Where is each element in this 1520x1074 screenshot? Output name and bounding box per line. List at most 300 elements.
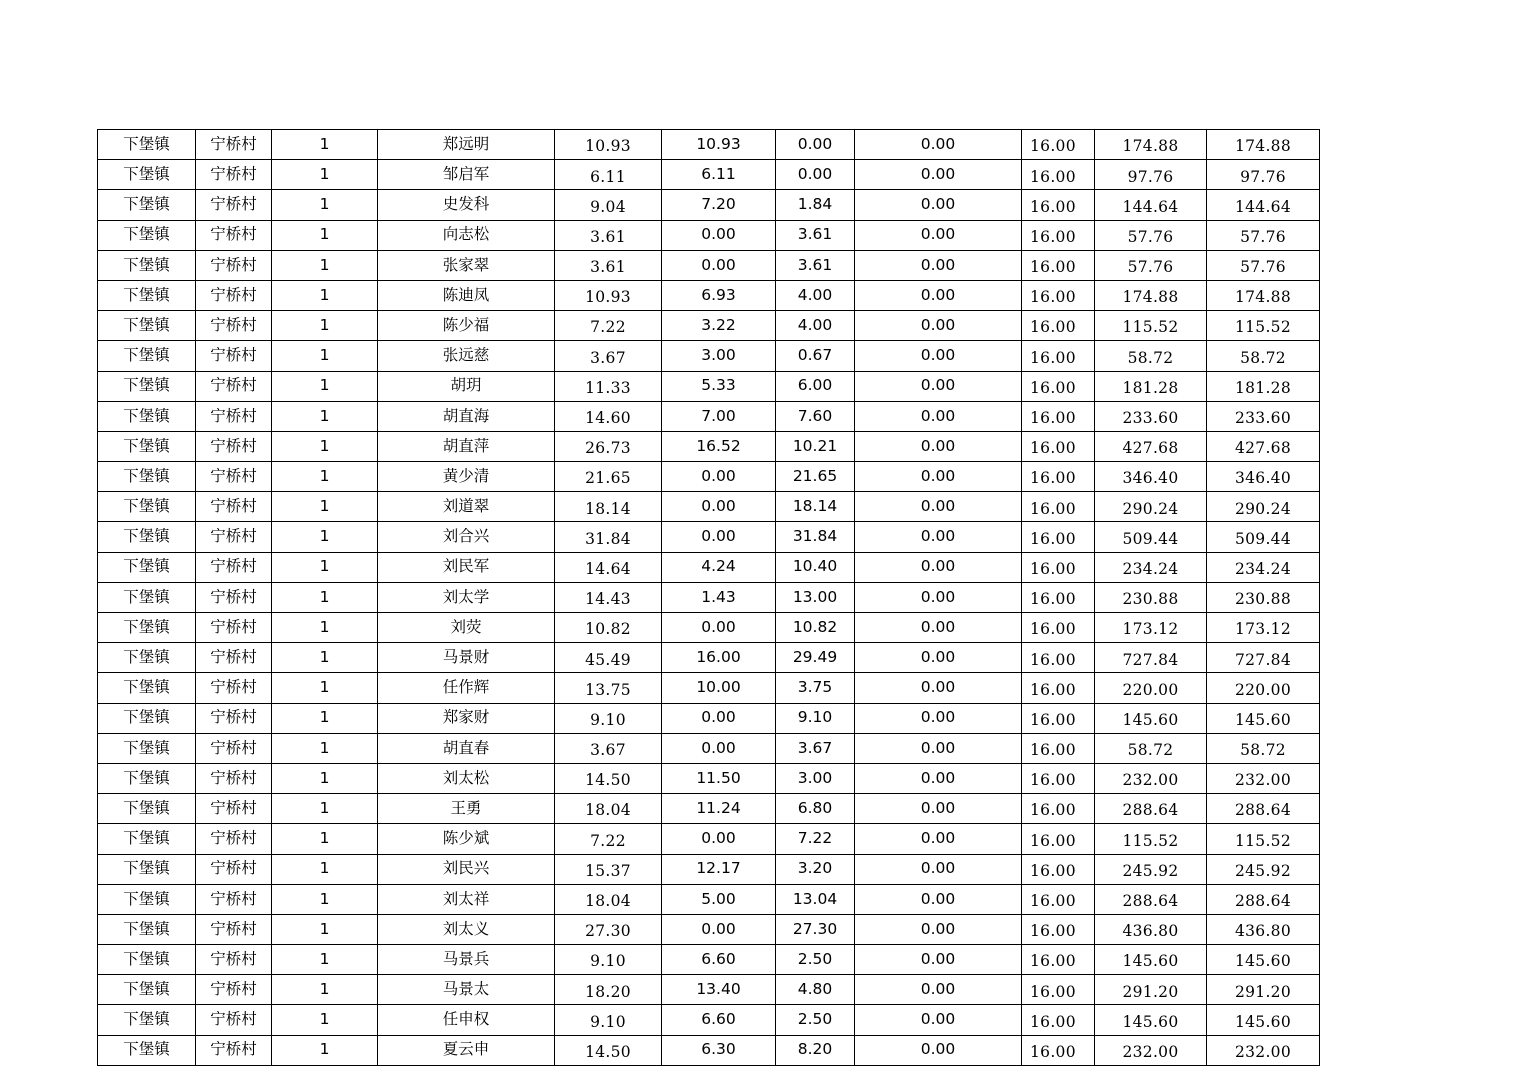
area-c-cell: 0.00 bbox=[855, 311, 1022, 341]
total-area-cell: 7.22 bbox=[555, 311, 662, 341]
subsidy-cell: 57.76 bbox=[1207, 220, 1320, 250]
subsidy-cell: 144.64 bbox=[1207, 190, 1320, 220]
area-a-cell: 4.24 bbox=[662, 552, 776, 582]
table-row bbox=[98, 975, 1320, 1005]
table-row bbox=[98, 401, 1320, 431]
town-cell: 下堡镇 bbox=[98, 250, 196, 280]
area-b-cell: 10.82 bbox=[776, 613, 855, 643]
name-cell: 胡直萍 bbox=[378, 431, 555, 461]
subsidy-cell: 220.00 bbox=[1207, 673, 1320, 703]
subsidy-cell: 291.20 bbox=[1207, 975, 1320, 1005]
area-a-cell: 11.24 bbox=[662, 794, 776, 824]
area-c-cell: 0.00 bbox=[855, 220, 1022, 250]
count-cell: 1 bbox=[272, 643, 378, 673]
amount-cell: 57.76 bbox=[1095, 250, 1207, 280]
count-cell: 1 bbox=[272, 854, 378, 884]
village-cell: 宁桥村 bbox=[196, 1035, 272, 1065]
total-area-cell: 18.04 bbox=[555, 884, 662, 914]
name-cell: 郑家财 bbox=[378, 703, 555, 733]
area-b-cell: 8.20 bbox=[776, 1035, 855, 1065]
rate-cell: 16.00 bbox=[1022, 945, 1095, 975]
town-cell: 下堡镇 bbox=[98, 552, 196, 582]
table-row bbox=[98, 914, 1320, 944]
subsidy-cell: 97.76 bbox=[1207, 160, 1320, 190]
area-c-cell: 0.00 bbox=[855, 462, 1022, 492]
area-c-cell: 0.00 bbox=[855, 613, 1022, 643]
count-cell: 1 bbox=[272, 190, 378, 220]
town-cell: 下堡镇 bbox=[98, 220, 196, 250]
area-b-cell: 6.80 bbox=[776, 794, 855, 824]
subsidy-cell: 145.60 bbox=[1207, 945, 1320, 975]
area-a-cell: 12.17 bbox=[662, 854, 776, 884]
town-cell: 下堡镇 bbox=[98, 311, 196, 341]
area-a-cell: 0.00 bbox=[662, 733, 776, 763]
name-cell: 刘太松 bbox=[378, 763, 555, 793]
area-c-cell: 0.00 bbox=[855, 492, 1022, 522]
area-b-cell: 0.00 bbox=[776, 160, 855, 190]
area-b-cell: 3.67 bbox=[776, 733, 855, 763]
rate-cell: 16.00 bbox=[1022, 311, 1095, 341]
area-a-cell: 1.43 bbox=[662, 582, 776, 612]
amount-cell: 232.00 bbox=[1095, 763, 1207, 793]
area-c-cell: 0.00 bbox=[855, 733, 1022, 763]
total-area-cell: 6.11 bbox=[555, 160, 662, 190]
table-row bbox=[98, 220, 1320, 250]
area-b-cell: 3.61 bbox=[776, 220, 855, 250]
village-cell: 宁桥村 bbox=[196, 673, 272, 703]
count-cell: 1 bbox=[272, 160, 378, 190]
amount-cell: 291.20 bbox=[1095, 975, 1207, 1005]
area-c-cell: 0.00 bbox=[855, 643, 1022, 673]
table-row bbox=[98, 280, 1320, 310]
table-body bbox=[98, 130, 1320, 1066]
area-b-cell: 4.80 bbox=[776, 975, 855, 1005]
subsidy-cell: 234.24 bbox=[1207, 552, 1320, 582]
count-cell: 1 bbox=[272, 522, 378, 552]
area-a-cell: 3.00 bbox=[662, 341, 776, 371]
area-b-cell: 3.61 bbox=[776, 250, 855, 280]
amount-cell: 727.84 bbox=[1095, 643, 1207, 673]
subsidy-cell: 57.76 bbox=[1207, 250, 1320, 280]
name-cell: 向志松 bbox=[378, 220, 555, 250]
subsidy-cell: 115.52 bbox=[1207, 311, 1320, 341]
subsidy-table bbox=[97, 129, 1320, 1066]
subsidy-cell: 427.68 bbox=[1207, 431, 1320, 461]
total-area-cell: 10.82 bbox=[555, 613, 662, 643]
amount-cell: 174.88 bbox=[1095, 130, 1207, 160]
name-cell: 马景太 bbox=[378, 975, 555, 1005]
name-cell: 王勇 bbox=[378, 794, 555, 824]
subsidy-cell: 245.92 bbox=[1207, 854, 1320, 884]
count-cell: 1 bbox=[272, 613, 378, 643]
name-cell: 陈少福 bbox=[378, 311, 555, 341]
area-b-cell: 3.00 bbox=[776, 763, 855, 793]
table-row bbox=[98, 130, 1320, 160]
rate-cell: 16.00 bbox=[1022, 250, 1095, 280]
subsidy-cell: 346.40 bbox=[1207, 462, 1320, 492]
total-area-cell: 21.65 bbox=[555, 462, 662, 492]
village-cell: 宁桥村 bbox=[196, 884, 272, 914]
amount-cell: 173.12 bbox=[1095, 613, 1207, 643]
area-a-cell: 6.11 bbox=[662, 160, 776, 190]
amount-cell: 509.44 bbox=[1095, 522, 1207, 552]
area-a-cell: 3.22 bbox=[662, 311, 776, 341]
rate-cell: 16.00 bbox=[1022, 522, 1095, 552]
count-cell: 1 bbox=[272, 914, 378, 944]
area-c-cell: 0.00 bbox=[855, 975, 1022, 1005]
town-cell: 下堡镇 bbox=[98, 945, 196, 975]
count-cell: 1 bbox=[272, 975, 378, 1005]
table-row bbox=[98, 492, 1320, 522]
village-cell: 宁桥村 bbox=[196, 160, 272, 190]
name-cell: 张远慈 bbox=[378, 341, 555, 371]
total-area-cell: 3.61 bbox=[555, 250, 662, 280]
rate-cell: 16.00 bbox=[1022, 613, 1095, 643]
count-cell: 1 bbox=[272, 884, 378, 914]
town-cell: 下堡镇 bbox=[98, 431, 196, 461]
village-cell: 宁桥村 bbox=[196, 763, 272, 793]
area-a-cell: 5.00 bbox=[662, 884, 776, 914]
amount-cell: 144.64 bbox=[1095, 190, 1207, 220]
count-cell: 1 bbox=[272, 341, 378, 371]
area-b-cell: 6.00 bbox=[776, 371, 855, 401]
town-cell: 下堡镇 bbox=[98, 1005, 196, 1035]
subsidy-cell: 233.60 bbox=[1207, 401, 1320, 431]
amount-cell: 145.60 bbox=[1095, 945, 1207, 975]
table-row bbox=[98, 794, 1320, 824]
name-cell: 任作辉 bbox=[378, 673, 555, 703]
area-a-cell: 0.00 bbox=[662, 220, 776, 250]
total-area-cell: 14.50 bbox=[555, 1035, 662, 1065]
area-a-cell: 10.93 bbox=[662, 130, 776, 160]
total-area-cell: 14.60 bbox=[555, 401, 662, 431]
area-c-cell: 0.00 bbox=[855, 945, 1022, 975]
village-cell: 宁桥村 bbox=[196, 643, 272, 673]
town-cell: 下堡镇 bbox=[98, 854, 196, 884]
count-cell: 1 bbox=[272, 220, 378, 250]
subsidy-cell: 174.88 bbox=[1207, 130, 1320, 160]
rate-cell: 16.00 bbox=[1022, 703, 1095, 733]
total-area-cell: 26.73 bbox=[555, 431, 662, 461]
count-cell: 1 bbox=[272, 311, 378, 341]
total-area-cell: 9.10 bbox=[555, 945, 662, 975]
amount-cell: 97.76 bbox=[1095, 160, 1207, 190]
area-b-cell: 1.84 bbox=[776, 190, 855, 220]
area-b-cell: 27.30 bbox=[776, 914, 855, 944]
area-c-cell: 0.00 bbox=[855, 824, 1022, 854]
village-cell: 宁桥村 bbox=[196, 401, 272, 431]
rate-cell: 16.00 bbox=[1022, 462, 1095, 492]
area-c-cell: 0.00 bbox=[855, 854, 1022, 884]
rate-cell: 16.00 bbox=[1022, 1005, 1095, 1035]
name-cell: 刘太义 bbox=[378, 914, 555, 944]
area-b-cell: 7.22 bbox=[776, 824, 855, 854]
table-row bbox=[98, 763, 1320, 793]
rate-cell: 16.00 bbox=[1022, 130, 1095, 160]
table-row bbox=[98, 250, 1320, 280]
area-a-cell: 0.00 bbox=[662, 250, 776, 280]
name-cell: 马景兵 bbox=[378, 945, 555, 975]
area-a-cell: 0.00 bbox=[662, 492, 776, 522]
town-cell: 下堡镇 bbox=[98, 1035, 196, 1065]
village-cell: 宁桥村 bbox=[196, 552, 272, 582]
total-area-cell: 15.37 bbox=[555, 854, 662, 884]
name-cell: 胡玥 bbox=[378, 371, 555, 401]
table-row bbox=[98, 884, 1320, 914]
name-cell: 任申权 bbox=[378, 1005, 555, 1035]
area-a-cell: 0.00 bbox=[662, 522, 776, 552]
amount-cell: 436.80 bbox=[1095, 914, 1207, 944]
subsidy-cell: 230.88 bbox=[1207, 582, 1320, 612]
name-cell: 刘民军 bbox=[378, 552, 555, 582]
town-cell: 下堡镇 bbox=[98, 341, 196, 371]
subsidy-cell: 58.72 bbox=[1207, 733, 1320, 763]
rate-cell: 16.00 bbox=[1022, 1035, 1095, 1065]
name-cell: 郑远明 bbox=[378, 130, 555, 160]
rate-cell: 16.00 bbox=[1022, 733, 1095, 763]
count-cell: 1 bbox=[272, 250, 378, 280]
name-cell: 陈迪凤 bbox=[378, 280, 555, 310]
rate-cell: 16.00 bbox=[1022, 492, 1095, 522]
amount-cell: 245.92 bbox=[1095, 854, 1207, 884]
table-row bbox=[98, 824, 1320, 854]
village-cell: 宁桥村 bbox=[196, 462, 272, 492]
total-area-cell: 14.64 bbox=[555, 552, 662, 582]
name-cell: 史发科 bbox=[378, 190, 555, 220]
area-b-cell: 9.10 bbox=[776, 703, 855, 733]
subsidy-cell: 145.60 bbox=[1207, 1005, 1320, 1035]
subsidy-cell: 145.60 bbox=[1207, 703, 1320, 733]
area-b-cell: 13.04 bbox=[776, 884, 855, 914]
town-cell: 下堡镇 bbox=[98, 703, 196, 733]
area-a-cell: 6.93 bbox=[662, 280, 776, 310]
area-b-cell: 31.84 bbox=[776, 522, 855, 552]
name-cell: 刘民兴 bbox=[378, 854, 555, 884]
amount-cell: 290.24 bbox=[1095, 492, 1207, 522]
count-cell: 1 bbox=[272, 1005, 378, 1035]
amount-cell: 232.00 bbox=[1095, 1035, 1207, 1065]
area-b-cell: 0.00 bbox=[776, 130, 855, 160]
rate-cell: 16.00 bbox=[1022, 552, 1095, 582]
area-a-cell: 6.60 bbox=[662, 1005, 776, 1035]
town-cell: 下堡镇 bbox=[98, 914, 196, 944]
area-b-cell: 7.60 bbox=[776, 401, 855, 431]
amount-cell: 233.60 bbox=[1095, 401, 1207, 431]
count-cell: 1 bbox=[272, 824, 378, 854]
rate-cell: 16.00 bbox=[1022, 280, 1095, 310]
amount-cell: 174.88 bbox=[1095, 280, 1207, 310]
town-cell: 下堡镇 bbox=[98, 280, 196, 310]
rate-cell: 16.00 bbox=[1022, 854, 1095, 884]
total-area-cell: 3.67 bbox=[555, 341, 662, 371]
amount-cell: 115.52 bbox=[1095, 824, 1207, 854]
rate-cell: 16.00 bbox=[1022, 824, 1095, 854]
area-a-cell: 0.00 bbox=[662, 462, 776, 492]
table-row bbox=[98, 522, 1320, 552]
rate-cell: 16.00 bbox=[1022, 794, 1095, 824]
area-c-cell: 0.00 bbox=[855, 673, 1022, 703]
total-area-cell: 3.61 bbox=[555, 220, 662, 250]
name-cell: 黄少清 bbox=[378, 462, 555, 492]
area-c-cell: 0.00 bbox=[855, 794, 1022, 824]
village-cell: 宁桥村 bbox=[196, 311, 272, 341]
count-cell: 1 bbox=[272, 431, 378, 461]
village-cell: 宁桥村 bbox=[196, 220, 272, 250]
subsidy-cell: 288.64 bbox=[1207, 794, 1320, 824]
area-a-cell: 16.52 bbox=[662, 431, 776, 461]
amount-cell: 57.76 bbox=[1095, 220, 1207, 250]
table-row bbox=[98, 733, 1320, 763]
count-cell: 1 bbox=[272, 945, 378, 975]
village-cell: 宁桥村 bbox=[196, 613, 272, 643]
village-cell: 宁桥村 bbox=[196, 733, 272, 763]
village-cell: 宁桥村 bbox=[196, 341, 272, 371]
rate-cell: 16.00 bbox=[1022, 371, 1095, 401]
name-cell: 张家翠 bbox=[378, 250, 555, 280]
area-b-cell: 10.21 bbox=[776, 431, 855, 461]
table-row bbox=[98, 160, 1320, 190]
area-b-cell: 4.00 bbox=[776, 311, 855, 341]
area-b-cell: 18.14 bbox=[776, 492, 855, 522]
area-c-cell: 0.00 bbox=[855, 1035, 1022, 1065]
town-cell: 下堡镇 bbox=[98, 582, 196, 612]
total-area-cell: 9.10 bbox=[555, 703, 662, 733]
total-area-cell: 3.67 bbox=[555, 733, 662, 763]
amount-cell: 58.72 bbox=[1095, 341, 1207, 371]
total-area-cell: 11.33 bbox=[555, 371, 662, 401]
town-cell: 下堡镇 bbox=[98, 522, 196, 552]
subsidy-cell: 58.72 bbox=[1207, 341, 1320, 371]
total-area-cell: 7.22 bbox=[555, 824, 662, 854]
count-cell: 1 bbox=[272, 794, 378, 824]
rate-cell: 16.00 bbox=[1022, 401, 1095, 431]
total-area-cell: 9.10 bbox=[555, 1005, 662, 1035]
count-cell: 1 bbox=[272, 1035, 378, 1065]
amount-cell: 346.40 bbox=[1095, 462, 1207, 492]
area-b-cell: 2.50 bbox=[776, 1005, 855, 1035]
area-c-cell: 0.00 bbox=[855, 130, 1022, 160]
village-cell: 宁桥村 bbox=[196, 582, 272, 612]
amount-cell: 288.64 bbox=[1095, 794, 1207, 824]
amount-cell: 181.28 bbox=[1095, 371, 1207, 401]
rate-cell: 16.00 bbox=[1022, 673, 1095, 703]
subsidy-cell: 288.64 bbox=[1207, 884, 1320, 914]
subsidy-cell: 509.44 bbox=[1207, 522, 1320, 552]
village-cell: 宁桥村 bbox=[196, 975, 272, 1005]
village-cell: 宁桥村 bbox=[196, 914, 272, 944]
town-cell: 下堡镇 bbox=[98, 371, 196, 401]
area-b-cell: 3.75 bbox=[776, 673, 855, 703]
rate-cell: 16.00 bbox=[1022, 763, 1095, 793]
name-cell: 刘荧 bbox=[378, 613, 555, 643]
area-b-cell: 0.67 bbox=[776, 341, 855, 371]
area-a-cell: 7.00 bbox=[662, 401, 776, 431]
area-c-cell: 0.00 bbox=[855, 703, 1022, 733]
area-a-cell: 0.00 bbox=[662, 824, 776, 854]
area-a-cell: 6.30 bbox=[662, 1035, 776, 1065]
table-row bbox=[98, 1005, 1320, 1035]
area-c-cell: 0.00 bbox=[855, 431, 1022, 461]
count-cell: 1 bbox=[272, 673, 378, 703]
rate-cell: 16.00 bbox=[1022, 190, 1095, 220]
total-area-cell: 10.93 bbox=[555, 130, 662, 160]
name-cell: 刘合兴 bbox=[378, 522, 555, 552]
table-row bbox=[98, 945, 1320, 975]
amount-cell: 145.60 bbox=[1095, 1005, 1207, 1035]
area-b-cell: 4.00 bbox=[776, 280, 855, 310]
table-row bbox=[98, 341, 1320, 371]
area-c-cell: 0.00 bbox=[855, 914, 1022, 944]
area-a-cell: 16.00 bbox=[662, 643, 776, 673]
area-b-cell: 10.40 bbox=[776, 552, 855, 582]
village-cell: 宁桥村 bbox=[196, 190, 272, 220]
area-c-cell: 0.00 bbox=[855, 371, 1022, 401]
table-row bbox=[98, 1035, 1320, 1065]
total-area-cell: 14.43 bbox=[555, 582, 662, 612]
area-b-cell: 29.49 bbox=[776, 643, 855, 673]
area-c-cell: 0.00 bbox=[855, 552, 1022, 582]
rate-cell: 16.00 bbox=[1022, 341, 1095, 371]
table-row bbox=[98, 582, 1320, 612]
rate-cell: 16.00 bbox=[1022, 884, 1095, 914]
area-c-cell: 0.00 bbox=[855, 280, 1022, 310]
area-a-cell: 13.40 bbox=[662, 975, 776, 1005]
area-b-cell: 3.20 bbox=[776, 854, 855, 884]
table-row bbox=[98, 854, 1320, 884]
rate-cell: 16.00 bbox=[1022, 160, 1095, 190]
name-cell: 刘太祥 bbox=[378, 884, 555, 914]
town-cell: 下堡镇 bbox=[98, 462, 196, 492]
subsidy-cell: 181.28 bbox=[1207, 371, 1320, 401]
town-cell: 下堡镇 bbox=[98, 190, 196, 220]
area-c-cell: 0.00 bbox=[855, 401, 1022, 431]
town-cell: 下堡镇 bbox=[98, 884, 196, 914]
table-row bbox=[98, 703, 1320, 733]
town-cell: 下堡镇 bbox=[98, 733, 196, 763]
village-cell: 宁桥村 bbox=[196, 431, 272, 461]
rate-cell: 16.00 bbox=[1022, 431, 1095, 461]
total-area-cell: 45.49 bbox=[555, 643, 662, 673]
total-area-cell: 13.75 bbox=[555, 673, 662, 703]
count-cell: 1 bbox=[272, 371, 378, 401]
subsidy-cell: 727.84 bbox=[1207, 643, 1320, 673]
area-a-cell: 0.00 bbox=[662, 613, 776, 643]
rate-cell: 16.00 bbox=[1022, 914, 1095, 944]
subsidy-cell: 232.00 bbox=[1207, 1035, 1320, 1065]
table-row bbox=[98, 552, 1320, 582]
area-c-cell: 0.00 bbox=[855, 582, 1022, 612]
village-cell: 宁桥村 bbox=[196, 250, 272, 280]
town-cell: 下堡镇 bbox=[98, 492, 196, 522]
subsidy-cell: 115.52 bbox=[1207, 824, 1320, 854]
village-cell: 宁桥村 bbox=[196, 854, 272, 884]
name-cell: 胡直春 bbox=[378, 733, 555, 763]
subsidy-cell: 174.88 bbox=[1207, 280, 1320, 310]
village-cell: 宁桥村 bbox=[196, 824, 272, 854]
total-area-cell: 9.04 bbox=[555, 190, 662, 220]
amount-cell: 427.68 bbox=[1095, 431, 1207, 461]
area-b-cell: 13.00 bbox=[776, 582, 855, 612]
area-a-cell: 10.00 bbox=[662, 673, 776, 703]
area-a-cell: 0.00 bbox=[662, 703, 776, 733]
town-cell: 下堡镇 bbox=[98, 673, 196, 703]
total-area-cell: 14.50 bbox=[555, 763, 662, 793]
rate-cell: 16.00 bbox=[1022, 582, 1095, 612]
name-cell: 陈少斌 bbox=[378, 824, 555, 854]
count-cell: 1 bbox=[272, 130, 378, 160]
village-cell: 宁桥村 bbox=[196, 1005, 272, 1035]
amount-cell: 145.60 bbox=[1095, 703, 1207, 733]
